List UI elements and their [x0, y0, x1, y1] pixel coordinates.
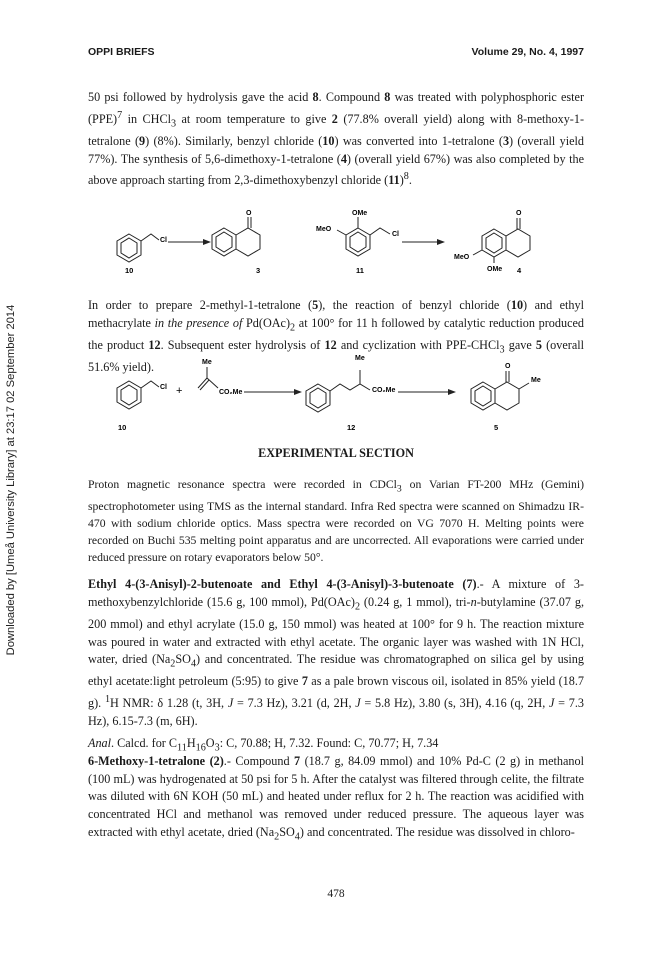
methyl-label: Me	[355, 355, 365, 362]
methoxy-label: OMe	[487, 266, 503, 273]
plus-sign: +	[176, 385, 183, 397]
compound-7-procedure: Ethyl 4-(3-Anisyl)-2-butenoate and Ethyl 4-(3-Anisyl)-3-butenoate (7).- A mixture of 3-methoxybenzylchloride (15.6 g, 100 mmol), $Pd(OAc)_2$ (0.24 g, 1 mmol), tri-n-butylamine (37.07 g, 200 mmol) and ethyl acrylate (15.0 g, 150 mmol) was heated at 100° for 9 h. The reaction mixture was poured in water and extracted with ethyl acetate. The organic layer was washed with 1N HCl, water, dried $(Na_2SO_4)$ and concentrated. The residue was chromatographed on silica gel by using ethyl acetate:light petroleum (5:95) to give 7 as a pale brown viscous oil, isolated in 85% yield (18.7 g). $^1$H NMR: δ 1.28 (t, 3H, J = 7.3 Hz), 3.21 (d, 2H, J = 5.8 Hz), 3.80 (s, 3H), 4.16 (q, 2H, J = 7.3 Hz), 6.15-7.3 (m, 6H).	[88, 577, 585, 728]
compound-number: 5	[494, 423, 499, 432]
ester-label: CO₂Me	[219, 389, 243, 396]
chlorine-label: Cl	[392, 231, 399, 238]
chlorine-label: Cl	[160, 237, 167, 244]
compound-number: 10	[118, 423, 127, 432]
carbonyl-oxygen-label: O	[516, 210, 522, 217]
methyl-label: Me	[531, 377, 541, 384]
section-heading: EXPERIMENTAL SECTION	[258, 446, 414, 460]
intro-paragraph: 50 psi followed by hydrolysis gave the acid 8. Compound 8 was treated with polyphosphoric ester (PPE)$^7$ in CHCl$_3$ at room temperature to give 2 (77.8% overall yield) along with 8-methoxy-1-tetralone (9) (8%). Similarly, benzyl chloride (10) was converted into 1-tetralone (3) (overall yield 77%). The synthesis of 5,6-dimethoxy-1-tetralone (4) (overall yield 67%) was also completed by the above approach starting from 2,3-dimethoxybenzyl chloride $(11)^8$.	[88, 90, 585, 188]
compound-number: 12	[347, 423, 356, 432]
carbonyl-oxygen-label: O	[505, 363, 511, 370]
methyl-label: Me	[202, 359, 212, 366]
compound-number: 11	[356, 266, 364, 275]
compound-number: 3	[256, 266, 261, 275]
methoxy-label: MeO	[454, 254, 470, 261]
download-watermark: Downloaded by [Umeå University Library] at 23:17 02 September 2014	[5, 304, 17, 656]
compound-number: 10	[125, 266, 134, 275]
methoxy-label: OMe	[352, 210, 368, 217]
methoxy-label: MeO	[316, 226, 332, 233]
compound-number: 4	[517, 266, 522, 275]
carbonyl-oxygen-label: O	[246, 210, 252, 217]
page-number: 478	[327, 888, 345, 900]
methyl-tetralone-paragraph: In order to prepare 2-methyl-1-tetralone (5), the reaction of benzyl chloride (10) and ethyl methacrylate in the presence of $Pd(OAc)_2$ at 100° for 11 h followed by catalytic reduction produced the product 12. Subsequent ester hydrolysis of 12 and cyclization with PPE-CHCl$_3$ gave 5 (overall 51.6% yield).	[88, 298, 585, 374]
running-header-left: OPPI BRIEFS	[88, 46, 155, 58]
running-header-right: Volume 29, No. 4, 1997	[471, 46, 584, 58]
general-methods-paragraph: Proton magnetic resonance spectra were recorded in CDCl$_3$ on Varian FT-200 MHz (Gemini) spectrophotometer using TMS as the internal standard. Infra Red spectra were scanned on Shimadzu IR-470 with sodium chloride optics. Mass spectra were recorded on VG 7070 H. Melting points were recorded on Buchi 535 melting point apparatus and are uncorrected. All evaporations were carried under reduced pressure on rotary evaporators below 50°.	[88, 478, 585, 565]
ester-label: CO₂Me	[372, 387, 396, 394]
scheme-2	[0, 348, 672, 448]
elemental-analysis: Anal. Calcd. for $C_{11}H_{16}O_3$: C, 70.88; H, 7.32. Found: C, 70.77; H, 7.34	[88, 736, 439, 754]
compound-2-procedure: 6-Methoxy-1-tetralone (2).- Compound 7 (18.7 g, 84.09 mmol) and 10% Pd-C (2 g) in methanol (100 mL) was hydrogenated at 50 psi for 5 h. After the catalyst was filtered through celite, the filtrate was diluted with 6N KOH (50 mL) and heated under reflux for 2 h. The reaction was acidified with concentrated HCl and methanol was removed under reduced pressure. The aqueous layer was extracted with ethyl acetate, dried $(Na_2SO_4)$ and concentrated. The residue was dissolved in chloro-	[88, 754, 584, 843]
scheme-1	[0, 195, 672, 305]
chlorine-label: Cl	[160, 384, 167, 391]
